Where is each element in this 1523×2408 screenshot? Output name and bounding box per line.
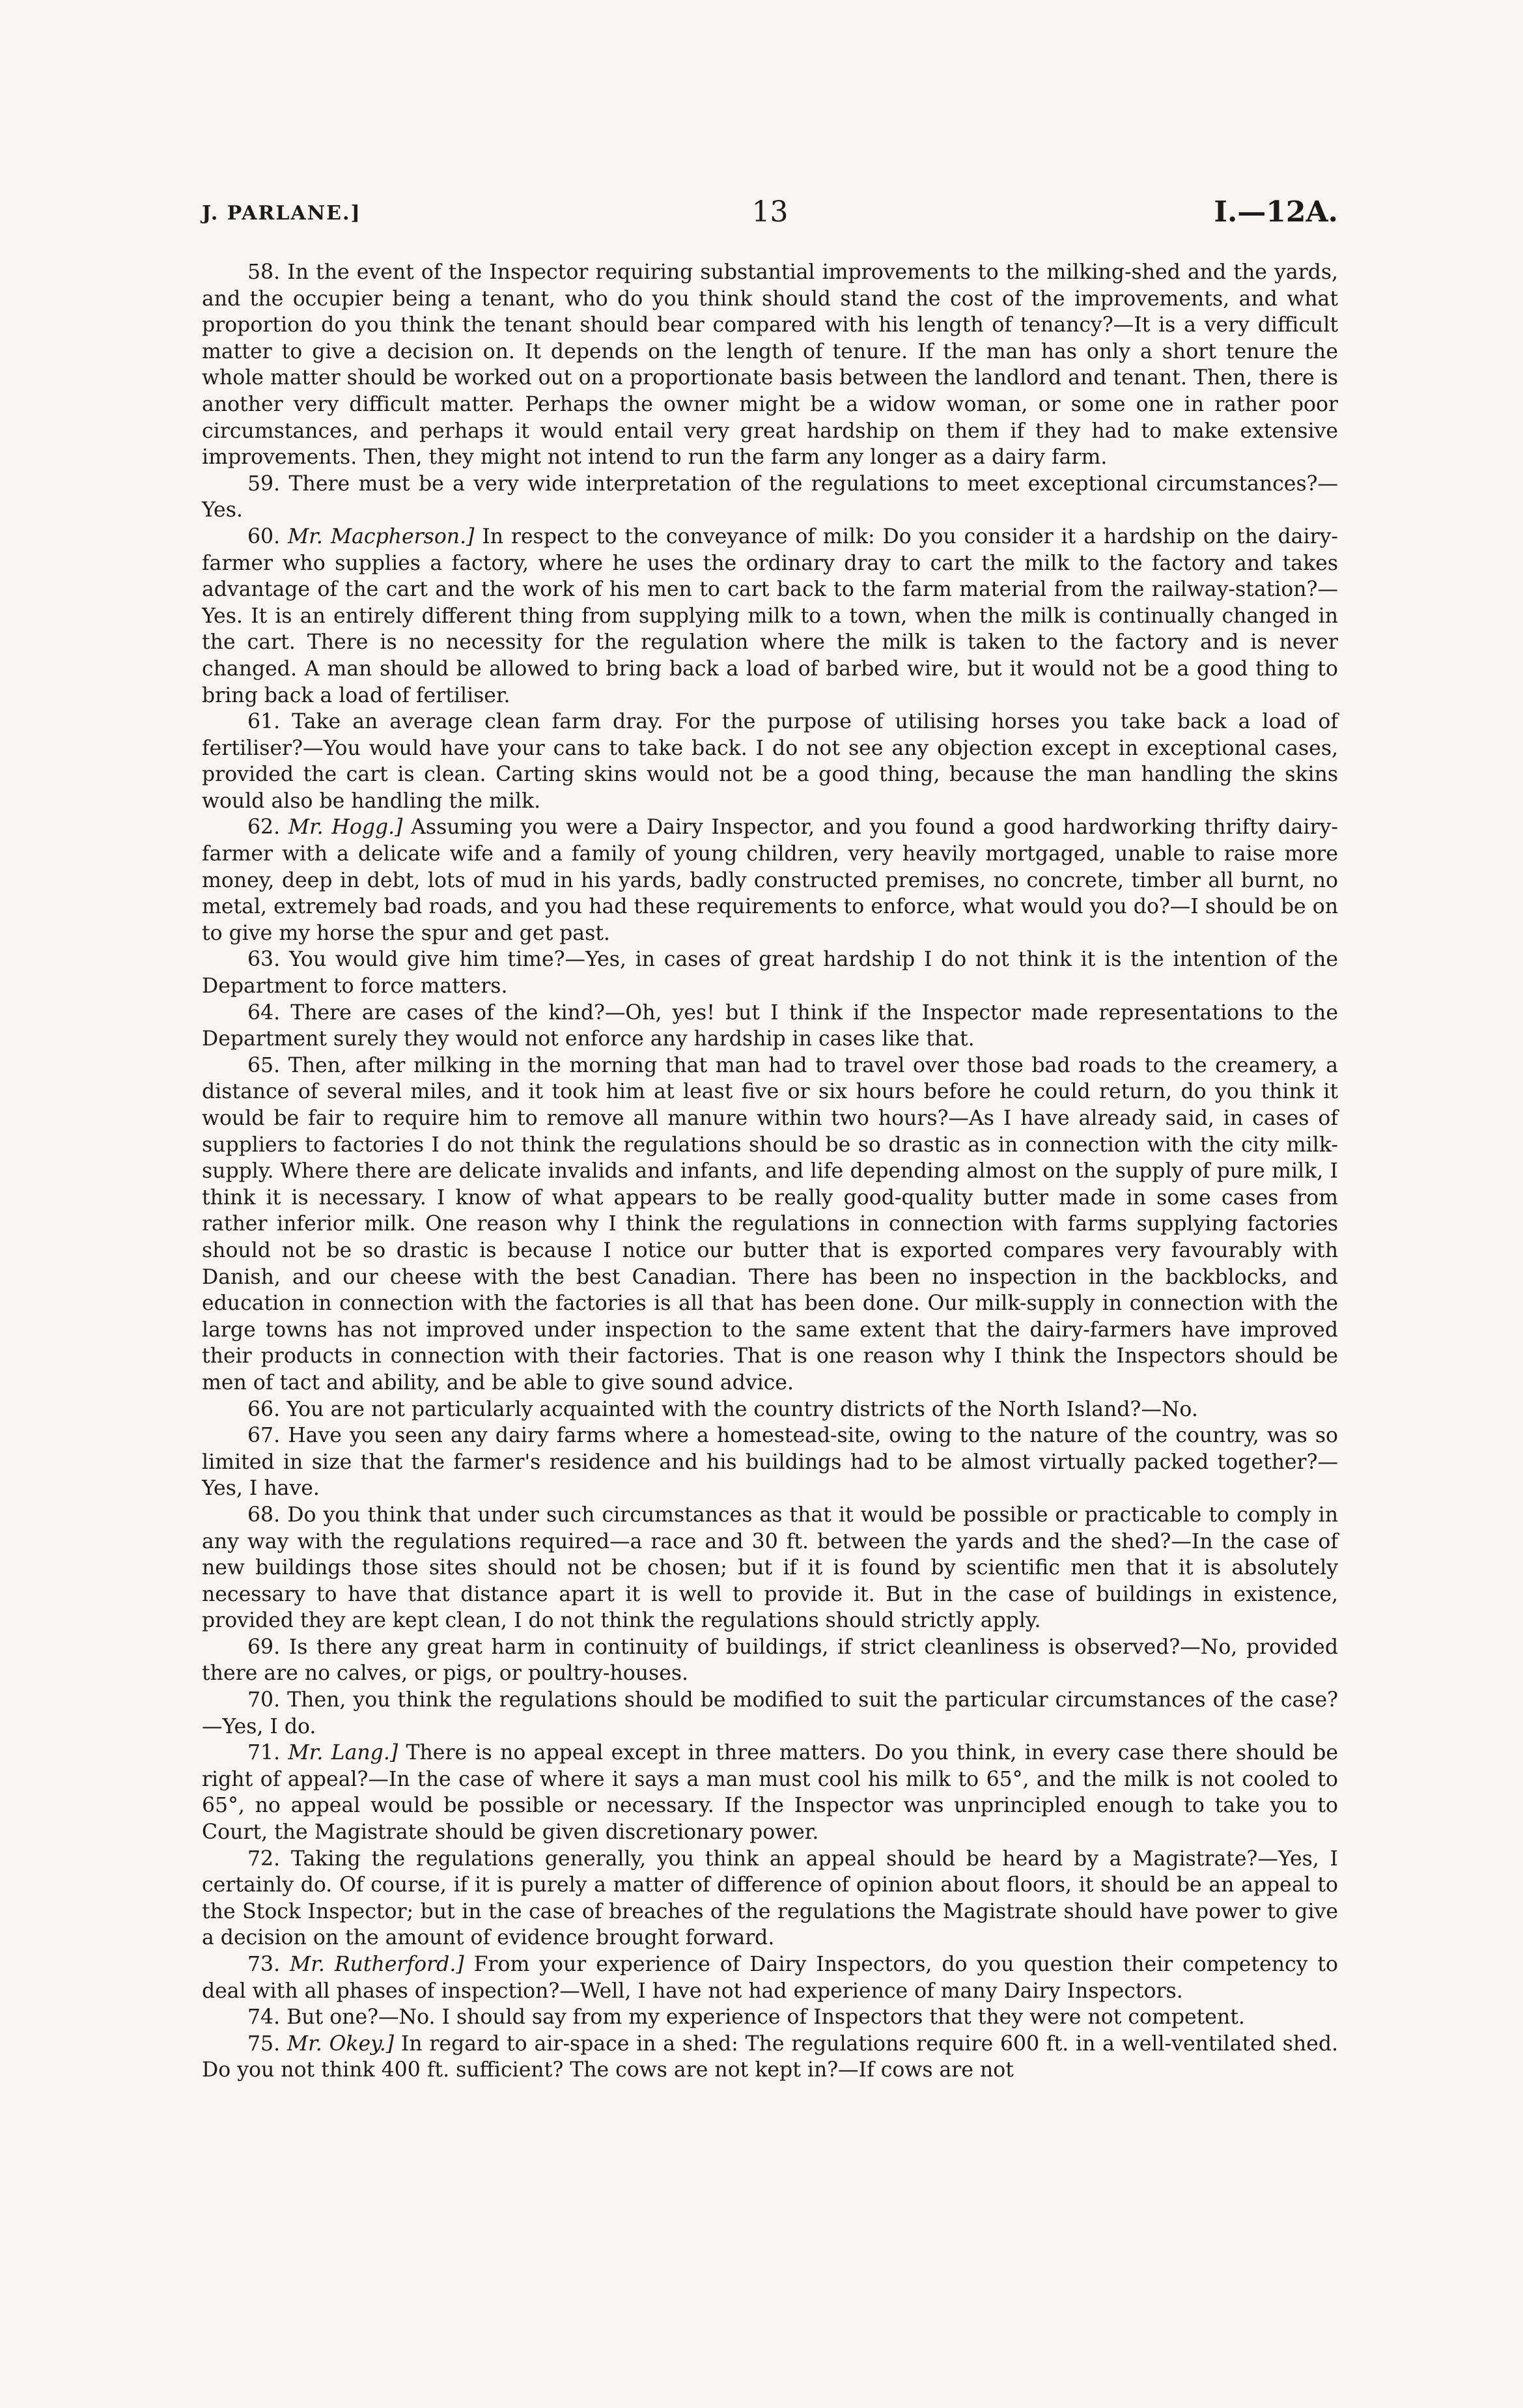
page-number: 13 [751,195,789,229]
paragraph-number: 71. [247,1741,281,1765]
paragraph-69 [202,1634,1338,1687]
paragraph-text: There is no appeal except in three matters. Do you think, in every case there should be right of appeal?—In the case of where it says a man must cool his milk to 65°, and the milk is not cooled to 65°, no appeal would be possible or necessary. If the Inspector was unprincipled enough to take you to Court, the Magistrate should be given discretionary power. [202,1741,1339,1845]
paragraph-63 [202,946,1338,999]
paragraph-66 [202,1396,1338,1423]
paragraph-text: In the event of the Inspector requiring substantial improvements to the milking-shed and the yards, and the occupier being a tenant, who do you think should stand the cost of the improvements, and what proportion do you think the tenant should bear compared with his length of tenancy?—It is a very difficult matter to give a decision on. It depends on the length of tenure. If the man has only a short tenure the whole matter should be worked out on a proportionate basis between the landlord and tenant. Then, there is another very difficult matter. Perhaps the owner might be a widow woman, or some one in rather poor circumstances, and perhaps it would entail very great hardship on them if they had to make extensive improvements. Then, they might not intend to run the farm any longer as a dairy farm. [202,261,1338,470]
paragraph-text: Then, you think the regulations should be modified to suit the particular circumstances of the case?—Yes, I do. [202,1688,1338,1738]
paragraph-65 [202,1053,1338,1396]
paragraph-text: Take an average clean farm dray. For the purpose of utilising horses you take back a load of fertiliser?—You would have your cans to take back. I do not see any objection except in exceptional cases, provided the cart is clean. Carting skins would not be a good thing, because the man handling the skins would also be handling the milk. [202,710,1338,813]
paragraph-67 [202,1423,1338,1502]
paragraph-64 [202,1000,1338,1053]
paragraph-60 [202,524,1338,709]
paragraph-number: 72. [247,1847,281,1871]
paragraph-number: 58. [247,261,281,284]
paragraph-number: 62. [247,815,281,840]
speaker-name: Mr. Okey.] [286,2032,395,2056]
paragraph-text: There are cases of the kind?—Oh, yes! but I think if the Inspector made representations to the Department surely they would not enforce any hardship in cases like that. [202,1000,1338,1051]
page-header [202,195,1338,241]
paragraph-number: 69. [247,1635,281,1659]
paragraph-text: From your experience of Dairy Inspectors, do you question their competency to deal with all phases of inspection?—Well, I have not had experience of many Dairy Inspectors. [202,1953,1339,2003]
paragraph-text: Then, after milking in the morning that man had to travel over those bad roads to the creamery, a distance of several miles, and it took him at least five or six hours before he could return, do you think it would be fair to require him to remove all manure within two hours?—As I have already said, in cases of suppliers to factories I do not think the regulations should be so drastic as in connection with the city milk-supply. Where there are delicate invalids and infants, and life depending almost on the supply of pure milk, I think it is necessary. I know of what appears to be really good-quality butter made in some cases from rather inferior milk. One reason why I think the regulations in connection with farms supplying factories should not be so drastic is because I notice our butter that is exported compares very favourably with Danish, and our cheese with the best Canadian. There has been no inspection in the backblocks, and education in connection with the factories is all that has been done. Our milk-supply in connection with the large towns has not improved under inspection to the same extent that the dairy-farmers have improved their products in connection with their factories. That is one reason why I think the Inspectors should be men of tact and ability, and be able to give sound advice. [202,1053,1339,1395]
speaker-name: Mr. Rutherford.] [290,1953,464,1976]
paragraph-number: 73. [247,1953,281,1976]
speaker-name: Mr. Hogg.] [288,815,403,840]
paragraph-text: Taking the regulations generally, you think an appeal should be heard by a Magistrate?—Yes, I certainly do. Of course, if it is purely a matter of difference of opinion about floors, it should be an appeal to the Stock Inspector; but in the case of breaches of the regulations the Magistrate should have power to give a decision on the amount of evidence brought forward. [202,1847,1338,1950]
paragraph-71 [202,1740,1338,1845]
speaker-name: Mr. Macpherson.] [288,524,475,548]
paragraph-text: In respect to the conveyance of milk: Do you consider it a hardship on the dairy-farmer who supplies a factory, where he uses the ordinary dray to cart the milk to the factory and takes advantage of the cart and the work of his men to cart back to the farm material from the railway-station?—Yes. It is an entirely different thing from supplying milk to a town, when the milk is continually changed in the cart. There is no necessity for the regulation where the milk is taken to the factory and is never changed. A man should be allowed to bring back a load of barbed wire, but it would not be a good thing to bring back a load of fertiliser. [202,524,1339,707]
paragraph-61 [202,709,1338,814]
paragraph-number: 63. [247,948,281,972]
witness-name: J. PARLANE.] [202,202,361,225]
paragraph-number: 70. [247,1688,281,1712]
paragraph-72 [202,1846,1338,1951]
paragraph-text: You would give him time?—Yes, in cases of great hardship I do not think it is the intention of the Department to force matters. [202,948,1339,999]
paragraph-number: 65. [247,1053,281,1077]
paragraph-number: 67. [247,1424,281,1448]
paragraph-number: 61. [247,710,281,734]
paragraph-number: 59. [247,472,281,496]
paragraph-text: You are not particularly acquainted with the country districts of the North Island?—No. [286,1397,1198,1421]
paragraph-73 [202,1951,1338,2004]
paragraph-text: Assuming you were a Dairy Inspector, and you found a good hardworking thrifty dairy-farmer with a delicate wife and a family of young children, very heavily mortgaged, unable to raise more money, deep in debt, lots of mud in his yards, badly constructed premises, no concrete, timber all burnt, no metal, extremely bad roads, and you had these requirements to enforce, what would you do?—I should be on to give my horse the spur and get past. [202,815,1338,945]
paragraph-text: In regard to air-space in a shed: The regulations require 600 ft. in a well-ventilated shed. Do you not think 400 ft. sufficient? The cows are not kept in?—If cows are not [202,2032,1338,2082]
paragraph-number: 68. [247,1503,281,1527]
paragraph-68 [202,1502,1338,1634]
paragraph-75 [202,2031,1338,2084]
speaker-name: Mr. Lang.] [288,1741,398,1765]
paragraph-text: There must be a very wide interpretation of the regulations to meet exceptional circumstances?—Yes. [202,472,1339,522]
paragraph-number: 60. [247,524,281,548]
paragraph-text: Is there any great harm in continuity of buildings, if strict cleanliness is observed?—No, provided there are no calves, or pigs, or poultry-houses. [202,1635,1338,1686]
paragraph-number: 64. [247,1000,281,1025]
document-body [202,259,1338,2084]
paragraph-74 [202,2004,1338,2031]
paragraph-58 [202,259,1338,471]
paragraph-59 [202,471,1338,524]
paragraph-text: Do you think that under such circumstances as that it would be possible or practicable to comply in any way with the regulations required—a race and 30 ft. between the yards and the shed?—In the case of new buildings those sites should not be chosen; but if it is found by scientific men that it is absolutely necessary to have that distance apart it is well to provide it. But in the case of buildings in existence, provided they are kept clean, I do not think the regulations should strictly apply. [202,1503,1339,1633]
document-code: I.—12A. [1214,195,1338,229]
paragraph-number: 66. [247,1397,281,1421]
paragraph-text: Have you seen any dairy farms where a homestead-site, owing to the nature of the country, was so limited in size that the farmer's residence and his buildings had to be almost virtually packed together?—Yes, I have. [202,1424,1338,1501]
paragraph-number: 75. [247,2032,281,2056]
paragraph-number: 74. [247,2005,281,2030]
paragraph-62 [202,814,1338,946]
paragraph-text: But one?—No. I should say from my experience of Inspectors that they were not competent. [286,2005,1245,2030]
paragraph-70 [202,1687,1338,1740]
